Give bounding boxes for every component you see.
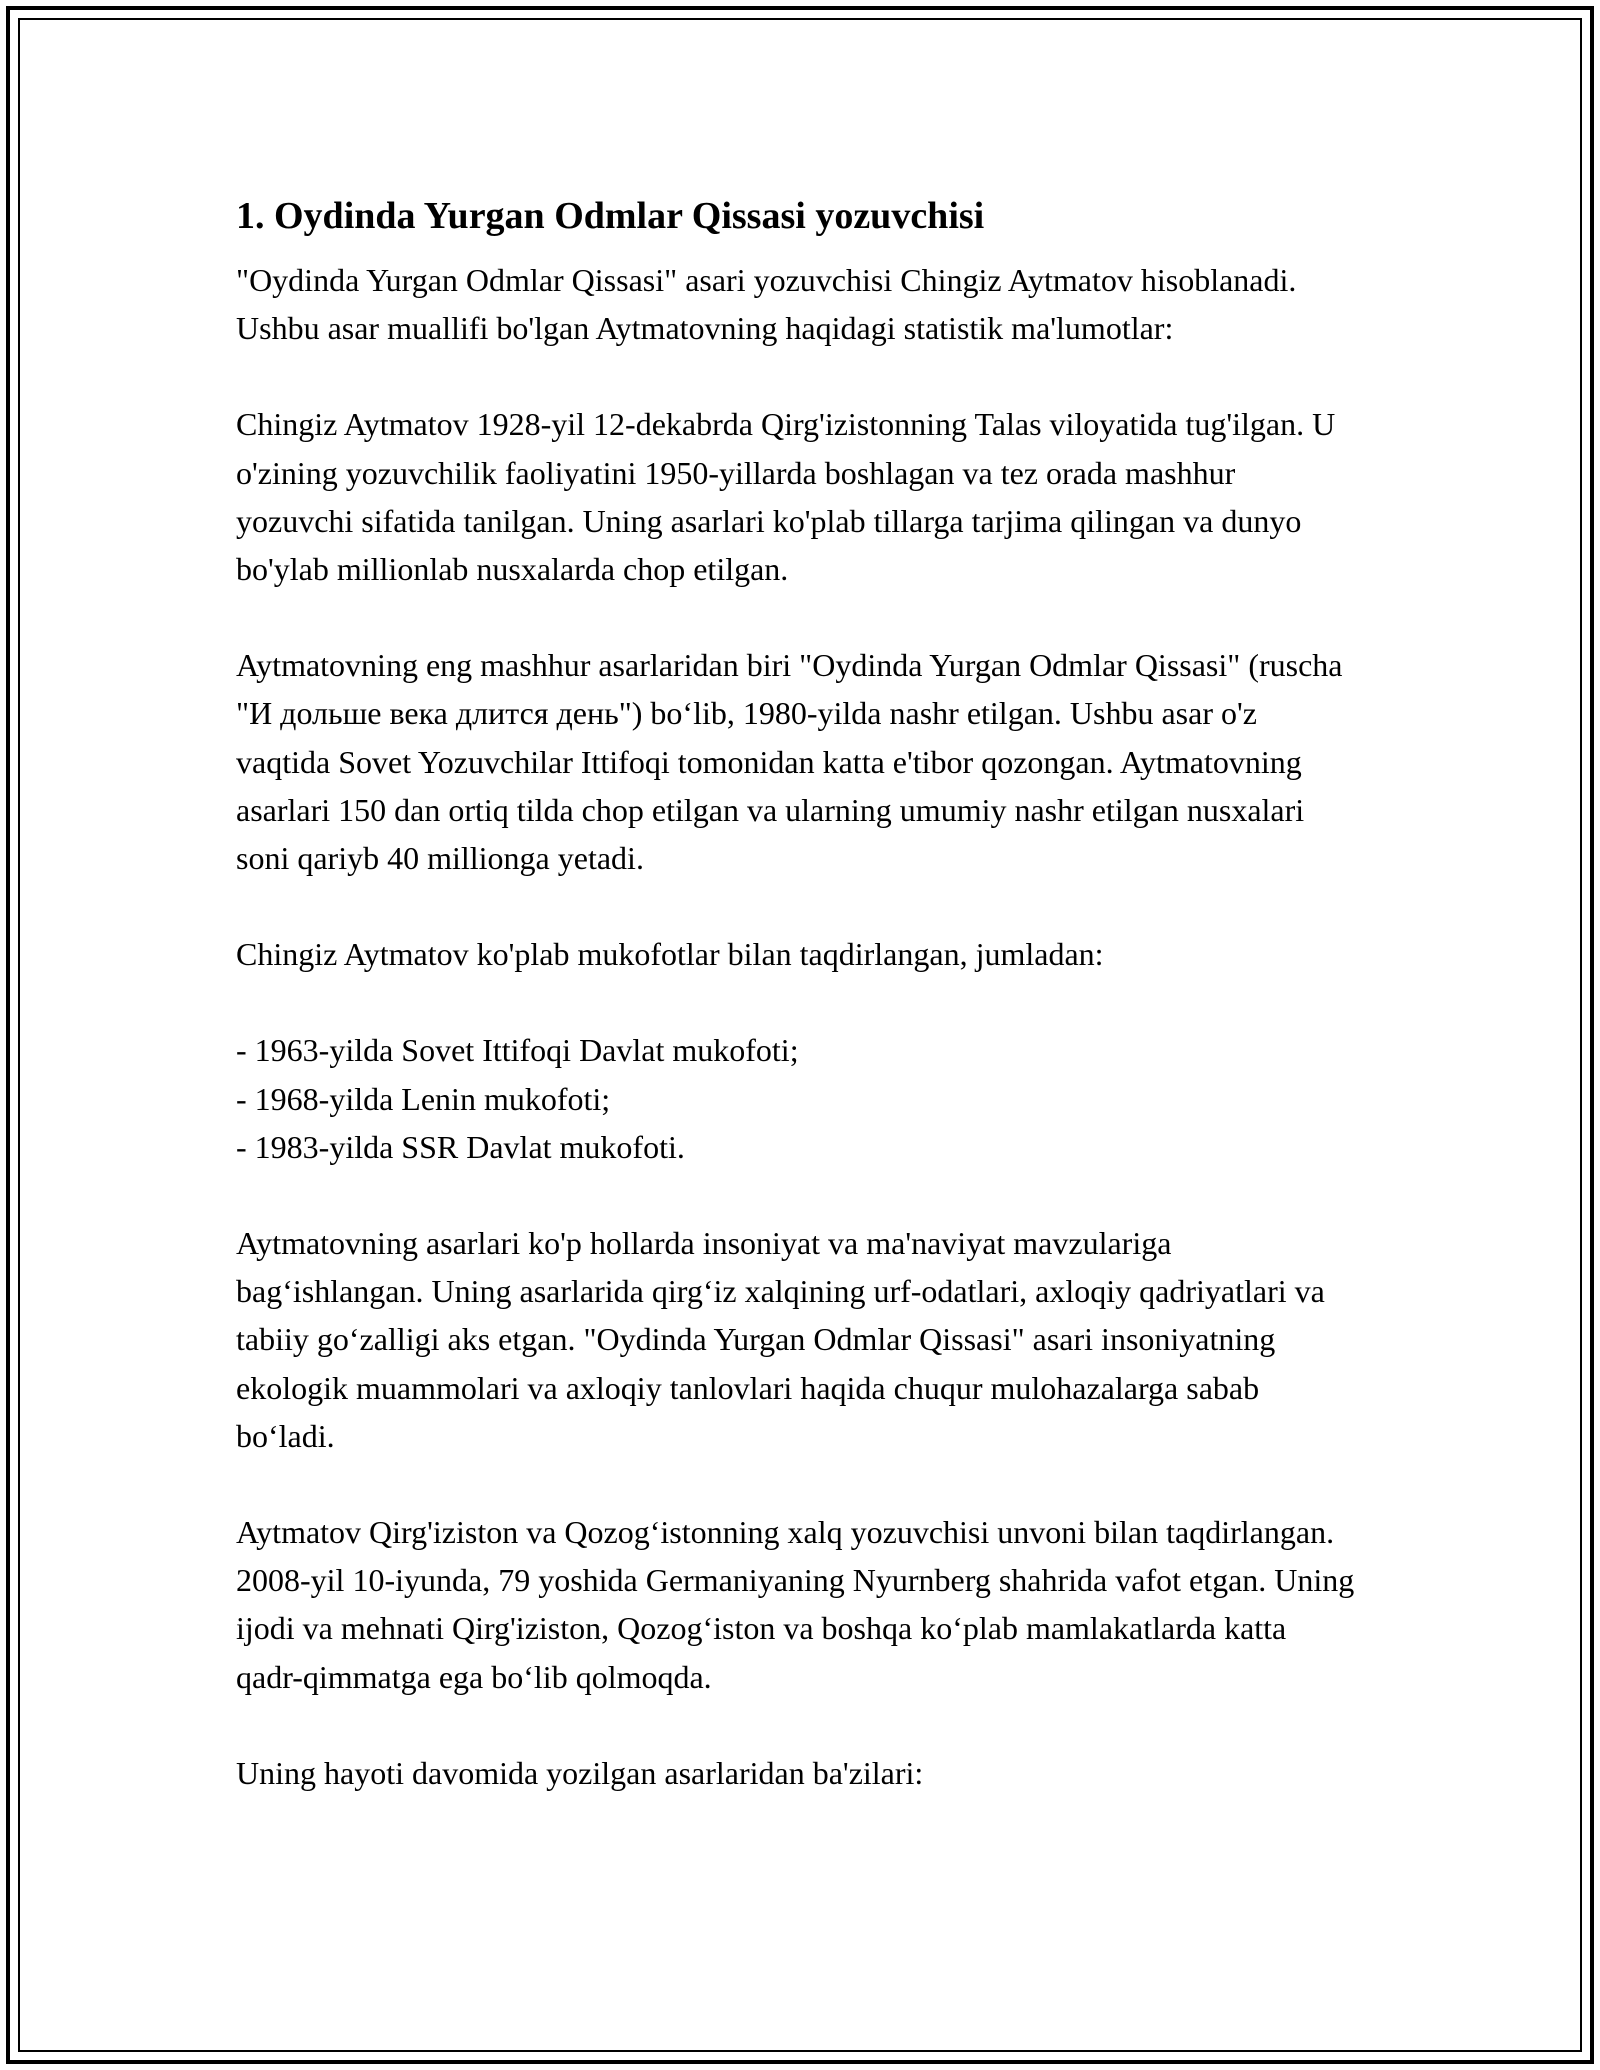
document-body xyxy=(236,190,1356,1845)
list-item: - 1963-yilda Sovet Ittifoqi Davlat mukofoti; xyxy=(236,1032,799,1069)
paragraph-legacy: Aytmatov Qirg'iziston va Qozogʻistonning xalq yozuvchisi unvoni bilan taqdirlangan. 2008-yil 10-iyunda, 79 yoshida Germaniyaning Nyurnberg shahrida vafot etgan. Uning ijodi va mehnati Qirg'iziston, Qozogʻiston va boshqa koʻplab mamlakatlarda katta qadr-qimmatga ega boʻlib qolmoqda. xyxy=(236,1514,1355,1695)
paragraph-awards-intro: Chingiz Aytmatov ko'plab mukofotlar bilan taqdirlangan, jumladan: xyxy=(236,936,1104,973)
paragraph-themes: Aytmatovning asarlari ko'p hollarda insoniyat va ma'naviyat mavzulariga bagʻishlangan. Uning asarlarida qirgʻiz xalqining urf-odatlari, axloqiy qadriyatlari va tabiiy goʻzalligi aks etgan. "Oydinda Yurgan Odmlar Qissasi" asari insoniyatning ekologik muammolari va axloqiy tanlovlari haqida chuqur mulohazalarga sabab boʻladi. xyxy=(236,1225,1325,1454)
awards-list xyxy=(236,1026,1356,1171)
list-item: - 1983-yilda SSR Davlat mukofoti. xyxy=(236,1128,685,1165)
paragraph-famous-work: Aytmatovning eng mashhur asarlaridan biri "Oydinda Yurgan Odmlar Qissasi" (ruscha "И дольше века длится день") boʻlib, 1980-yilda nashr etilgan. Ushbu asar o'z vaqtida Sovet Yozuvchilar Ittifoqi tomonidan katta e'tibor qozongan. Aytmatovning asarlari 150 dan ortiq tilda chop etilgan va ularning umumiy nashr etilgan nusxalari soni qariyb 40 millionga yetadi. xyxy=(236,647,1343,877)
paragraph-biography: Chingiz Aytmatov 1928-yil 12-dekabrda Qirg'izistonning Talas viloyatida tug'ilgan. U o'zining yozuvchilik faoliyatini 1950-yillarda boshlagan va tez orada mashhur yozuvchi sifatida tanilgan. Uning asarlari ko'plab tillarga tarjima qilingan va dunyo bo'ylab millionlab nusxalarda chop etilgan. xyxy=(236,406,1336,588)
section-heading: 1. Oydinda Yurgan Odmlar Qissasi yozuvchisi xyxy=(236,195,985,237)
paragraph-works-intro: Uning hayoti davomida yozilgan asarlaridan ba'zilari: xyxy=(236,1754,924,1791)
paragraph-intro: "Oydinda Yurgan Odmlar Qissasi" asari yozuvchisi Chingiz Aytmatov hisoblanadi. Ushbu asar muallifi bo'lgan Aytmatovning haqidagi statistik ma'lumotlar: xyxy=(236,262,1297,347)
list-item: - 1968-yilda Lenin mukofoti; xyxy=(236,1080,611,1117)
